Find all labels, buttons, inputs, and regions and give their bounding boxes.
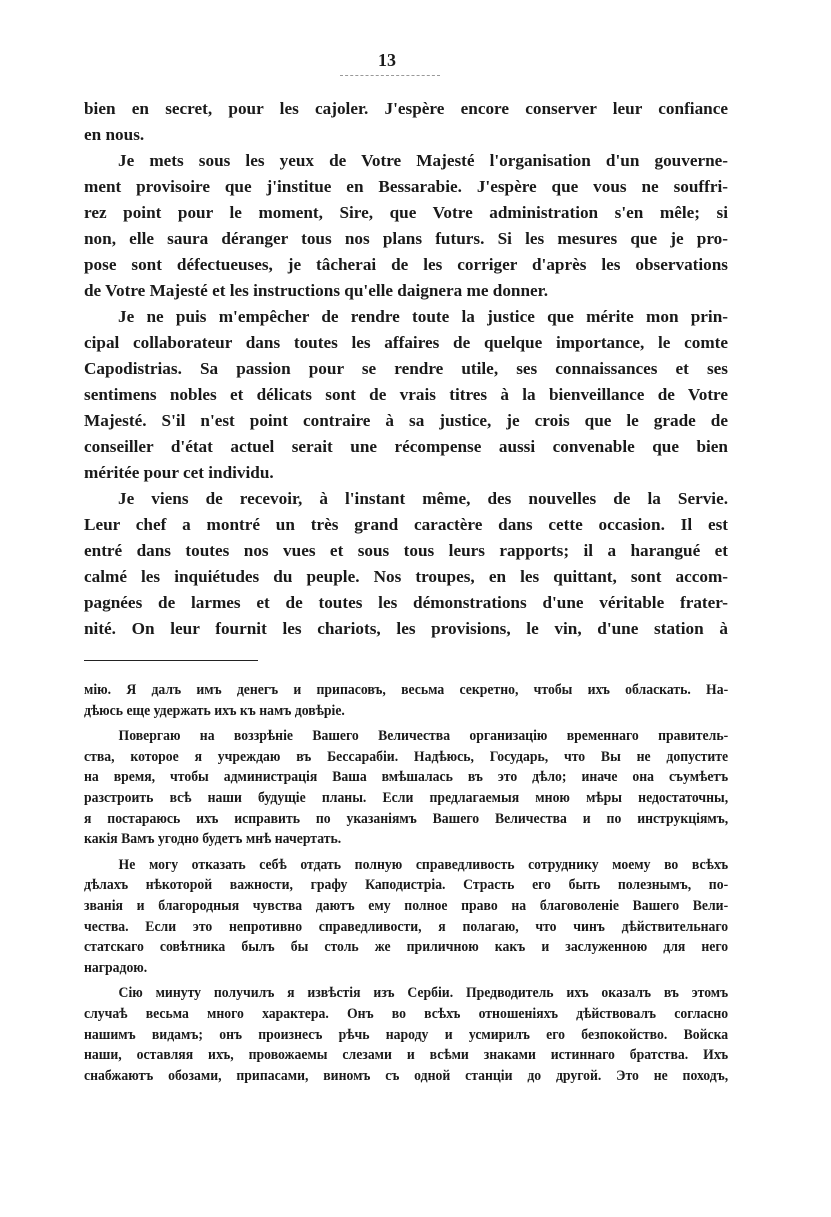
french-text-line: rez point pour le moment, Sire, que Votre administration s'en mêle; si: [84, 203, 728, 222]
french-text-line: méritée pour cet individu.: [84, 463, 274, 482]
russian-text-line: Не могу отказать себѣ отдать полную справедливость сотруднику моему во всѣхъ: [118, 856, 729, 873]
russian-text-paragraph: [84, 983, 728, 1086]
russian-text-line: дѣюсь еще удержать ихъ къ намъ довѣрie.: [84, 702, 345, 719]
russian-translation-body: [84, 680, 728, 1091]
french-text-line: en nous.: [84, 125, 145, 144]
french-text-line: cipal collaborateur dans toutes les affaires de quelque importance, le comte: [84, 333, 728, 352]
french-text-line: de Votre Majesté et les instructions qu'elle daignera me donner.: [84, 281, 549, 300]
french-text-paragraph: [84, 148, 728, 304]
russian-text-line: Сiю минуту получилъ я извѣстiя изъ Сербiи. Предводитель ихъ оказалъ въ этомъ: [118, 985, 729, 1002]
russian-text-line: наши, оставляя ихъ, провожаемы слезами и всѣми знаками истиннаго братства. Ихъ: [84, 1047, 729, 1064]
russian-text-line: на время, чтобы администрацiя Ваша вмѣшалась въ это дѣло; иначе она съумѣетъ: [84, 769, 729, 786]
russian-text-line: наградою.: [84, 959, 148, 976]
french-text-body: [84, 96, 728, 642]
french-text-line: sentimens nobles et délicats sont de vrais titres à la bienveillance de Votre: [84, 385, 728, 404]
russian-text-line: нашимъ видамъ; онъ произнесъ рѣчь народу и усмирилъ его безпокойство. Войска: [84, 1026, 729, 1043]
footnote-separator: [84, 660, 258, 661]
french-text-line: pose sont défectueuses, je tâcherai de les corriger d'après les observations: [84, 255, 728, 274]
french-text-line: calmé les inquiétudes du peuple. Nos troupes, en les quittant, sont accom-: [84, 567, 728, 586]
french-text-line: Je viens de recevoir, à l'instant même, des nouvelles de la Servie.: [118, 489, 728, 508]
page-number: 13: [378, 50, 396, 70]
russian-text-line: дѣлахъ нѣкоторой важности, графу Каподистрiа. Страсть его быть полезнымъ, по-: [84, 877, 729, 894]
page-number-rule: [340, 75, 440, 76]
french-text-line: non, elle saura déranger tous nos plans futurs. Si les mesures que je pro-: [84, 229, 728, 248]
french-text-line: pagnées de larmes et de toutes les démonstrations d'une véritable frater-: [84, 593, 728, 612]
french-text-line: entré dans toutes nos vues et sous tous leurs rapports; il a harangué et: [84, 541, 728, 560]
russian-text-line: ства, которое я учреждаю въ Бессарабiи. Надѣюсь, Государь, что Вы не допустите: [84, 748, 729, 765]
russian-text-line: снабжаютъ обозами, припасами, виномъ съ одной станцiи до другой. Это не походъ,: [84, 1067, 729, 1084]
french-text-line: Je ne puis m'empêcher de rendre toute la justice que mérite mon prin-: [118, 307, 728, 326]
french-text-line: nité. On leur fournit les chariots, les provisions, le vin, d'une station à: [84, 619, 728, 638]
french-text-line: Capodistrias. Sa passion pour se rendre utile, ses connaissances et ses: [84, 359, 728, 378]
russian-text-line: какiя Вамъ угодно будетъ мнѣ начертать.: [84, 831, 342, 848]
french-text-line: Je mets sous les yeux de Votre Majesté l'organisation d'un gouverne-: [118, 151, 728, 170]
french-text-line: conseiller d'état actuel serait une récompense aussi convenable que bien: [84, 437, 728, 456]
russian-text-line: разстроить всѣ наши будущiе планы. Если предлагаемыя мною мѣры недостаточны,: [84, 789, 729, 806]
french-text-paragraph: [84, 96, 728, 148]
russian-text-line: чества. Если это непротивно справедливости, я полагаю, что чинъ дѣйствительнаго: [84, 918, 729, 935]
french-text-line: Leur chef a montré un très grand caractère dans cette occasion. Il est: [84, 515, 728, 534]
french-text-line: Majesté. S'il n'est point contraire à sa justice, je crois que le grade de: [84, 411, 728, 430]
russian-text-paragraph: [84, 855, 728, 979]
russian-text-paragraph: [84, 680, 728, 721]
russian-text-line: мiю. Я далъ имъ денегъ и припасовъ, весьма секретно, чтобы ихъ обласкать. На-: [84, 682, 729, 698]
russian-text-line: званiя и благородныя чувства даютъ ему полное право на благоволенiе Вашего Вели-: [84, 897, 729, 914]
russian-text-line: Повергаю на воззрѣнie Вашего Величества организацiю временнаго правитель-: [118, 728, 729, 745]
russian-text-line: я постараюсь ихъ исправить по указанiямъ Вашего Величества и по инструкцiямъ,: [84, 810, 729, 827]
french-text-paragraph: [84, 486, 728, 642]
french-text-line: ment provisoire que j'institue en Bessarabie. J'espère que vous ne souffri-: [84, 177, 728, 196]
french-text-paragraph: [84, 304, 728, 486]
russian-text-paragraph: [84, 726, 728, 850]
russian-text-line: статскаго совѣтника былъ бы столь же приличною какъ и заслуженною для него: [84, 939, 729, 956]
russian-text-line: случаѣ весьма много характера. Онъ во всѣхъ отношенiяхъ дѣйствовалъ согласно: [84, 1005, 729, 1022]
french-text-line: bien en secret, pour les cajoler. J'espère encore conserver leur confiance: [84, 99, 728, 118]
